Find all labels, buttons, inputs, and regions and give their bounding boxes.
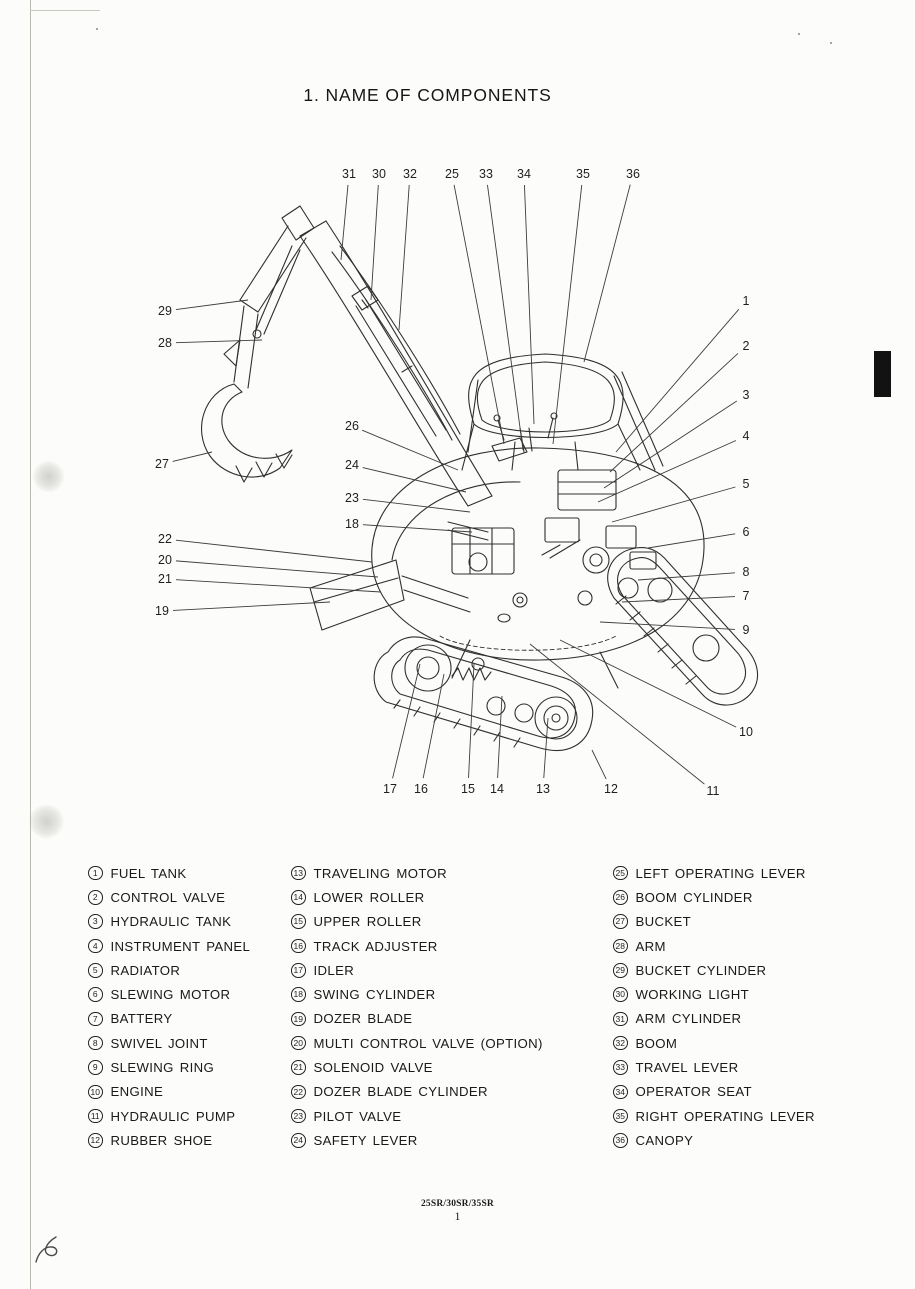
component-name: HYDRAULIC TANK bbox=[110, 914, 232, 930]
callout-leader-line bbox=[341, 185, 348, 260]
circled-number: 18 bbox=[291, 987, 306, 1002]
legend-item bbox=[291, 885, 613, 909]
component-name: LOWER ROLLER bbox=[313, 889, 425, 905]
callout-number: 11 bbox=[706, 784, 720, 798]
legend-item bbox=[291, 1128, 613, 1152]
component-name: INSTRUMENT PANEL bbox=[110, 938, 251, 954]
callout-leader-line bbox=[584, 185, 630, 362]
component-name: OPERATOR SEAT bbox=[635, 1084, 752, 1100]
component-name: ARM bbox=[635, 938, 666, 954]
circled-number: 7 bbox=[88, 1012, 103, 1027]
callout-leader-line bbox=[604, 401, 737, 488]
component-name: HYDRAULIC PUMP bbox=[110, 1108, 236, 1124]
circled-number: 1 bbox=[88, 866, 103, 881]
legend-column-2 bbox=[291, 861, 613, 1153]
handwritten-mark bbox=[36, 1237, 57, 1262]
page-number: 1 bbox=[454, 1211, 461, 1223]
component-name: TRACK ADJUSTER bbox=[313, 938, 438, 954]
circled-number: 11 bbox=[88, 1109, 103, 1124]
circled-number: 28 bbox=[613, 939, 628, 954]
circled-number: 30 bbox=[613, 987, 628, 1002]
circled-number: 27 bbox=[613, 914, 628, 929]
callout-leader-line bbox=[173, 602, 330, 610]
callout-leader-line bbox=[363, 468, 466, 492]
callout-number: 23 bbox=[345, 491, 359, 505]
callout-number: 2 bbox=[742, 339, 750, 353]
component-name: CONTROL VALVE bbox=[110, 889, 226, 905]
callout-number: 30 bbox=[372, 167, 386, 181]
callout-number: 18 bbox=[345, 517, 359, 531]
legend-item bbox=[613, 861, 836, 885]
circled-number: 14 bbox=[291, 890, 306, 905]
component-name: BOOM bbox=[635, 1035, 678, 1051]
callout-number: 20 bbox=[158, 553, 172, 567]
callout-leader-line bbox=[176, 540, 372, 562]
component-name: ENGINE bbox=[110, 1084, 164, 1100]
callout-number: 4 bbox=[742, 429, 750, 443]
component-name: MULTI CONTROL VALVE (OPTION) bbox=[313, 1035, 543, 1051]
legend-item bbox=[88, 934, 291, 958]
circled-number: 22 bbox=[291, 1085, 306, 1100]
callout-numbers bbox=[155, 167, 753, 798]
circled-number: 3 bbox=[88, 914, 103, 929]
callout-leader-line bbox=[176, 300, 248, 310]
legend-column-3 bbox=[613, 861, 836, 1153]
callout-leader-line bbox=[176, 561, 378, 577]
callout-number: 24 bbox=[345, 458, 359, 472]
circled-number: 31 bbox=[613, 1012, 628, 1027]
legend-item bbox=[88, 1080, 291, 1104]
legend-item bbox=[613, 910, 836, 934]
legend-item bbox=[613, 958, 836, 982]
component-name: PILOT VALVE bbox=[313, 1108, 402, 1124]
circled-number: 33 bbox=[613, 1060, 628, 1075]
callout-leader-line bbox=[524, 185, 534, 424]
callout-leader-line bbox=[553, 185, 582, 444]
model-code: 25SR/30SR/35SR bbox=[420, 1199, 494, 1209]
legend-item bbox=[291, 958, 613, 982]
legend-item bbox=[613, 934, 836, 958]
callout-leader-line bbox=[399, 185, 409, 330]
circled-number: 29 bbox=[613, 963, 628, 978]
component-name: BUCKET CYLINDER bbox=[635, 962, 767, 978]
component-name: BATTERY bbox=[110, 1011, 173, 1027]
circled-number: 8 bbox=[88, 1036, 103, 1051]
legend-item bbox=[613, 1080, 836, 1104]
callout-number: 10 bbox=[739, 725, 753, 739]
callout-number: 14 bbox=[490, 782, 504, 796]
callout-number: 31 bbox=[342, 167, 356, 181]
callout-number: 16 bbox=[414, 782, 428, 796]
callout-number: 32 bbox=[403, 167, 417, 181]
circled-number: 34 bbox=[613, 1085, 628, 1100]
component-name: DOZER BLADE bbox=[313, 1011, 413, 1027]
callout-leader-line bbox=[592, 750, 606, 779]
callout-leader-line bbox=[393, 664, 420, 778]
circled-number: 16 bbox=[291, 939, 306, 954]
circled-number: 23 bbox=[291, 1109, 306, 1124]
excavator-illustration bbox=[202, 206, 758, 750]
legend-item bbox=[613, 1055, 836, 1079]
component-name: SWIVEL JOINT bbox=[110, 1035, 208, 1051]
callout-leader-line bbox=[544, 718, 548, 778]
legend-item bbox=[88, 982, 291, 1006]
circled-number: 6 bbox=[88, 987, 103, 1002]
component-name: RIGHT OPERATING LEVER bbox=[635, 1108, 815, 1124]
callout-leader-line bbox=[176, 340, 262, 343]
circled-number: 35 bbox=[613, 1109, 628, 1124]
callout-leader-line bbox=[600, 622, 735, 629]
callout-leader-line bbox=[176, 580, 381, 592]
component-name: SAFETY LEVER bbox=[313, 1132, 418, 1148]
callout-leader-line bbox=[423, 674, 444, 778]
circled-number: 24 bbox=[291, 1133, 306, 1148]
legend-item bbox=[613, 1031, 836, 1055]
callout-leader-line bbox=[612, 487, 735, 522]
callout-number: 7 bbox=[742, 589, 750, 603]
callout-number: 12 bbox=[604, 782, 618, 796]
component-name: RUBBER SHOE bbox=[110, 1132, 213, 1148]
legend-item bbox=[613, 1007, 836, 1031]
component-name: RADIATOR bbox=[110, 962, 181, 978]
component-name: SLEWING MOTOR bbox=[110, 987, 231, 1003]
circled-number: 25 bbox=[613, 866, 628, 881]
component-name: LEFT OPERATING LEVER bbox=[635, 865, 806, 881]
callout-number: 17 bbox=[383, 782, 397, 796]
callout-number: 28 bbox=[158, 336, 172, 350]
callout-leader-line bbox=[363, 499, 470, 512]
legend-item bbox=[291, 982, 613, 1006]
callout-number: 1 bbox=[742, 294, 750, 308]
callout-leader-line bbox=[648, 534, 735, 548]
component-name: TRAVELING MOTOR bbox=[313, 865, 448, 881]
circled-number: 2 bbox=[88, 890, 103, 905]
component-name: IDLER bbox=[313, 962, 355, 978]
legend-item bbox=[88, 1031, 291, 1055]
legend-item bbox=[88, 1128, 291, 1152]
callout-number: 6 bbox=[742, 525, 750, 539]
circled-number: 20 bbox=[291, 1036, 306, 1051]
callout-number: 19 bbox=[155, 604, 169, 618]
callout-number: 27 bbox=[155, 457, 169, 471]
legend-item bbox=[291, 1007, 613, 1031]
callout-number: 26 bbox=[345, 419, 359, 433]
callout-number: 9 bbox=[742, 623, 750, 637]
component-name: UPPER ROLLER bbox=[313, 914, 422, 930]
callout-number: 29 bbox=[158, 304, 172, 318]
callout-leader-line bbox=[454, 185, 504, 444]
legend-item bbox=[291, 910, 613, 934]
callout-number: 8 bbox=[742, 565, 750, 579]
legend-item bbox=[88, 1055, 291, 1079]
legend-column-1 bbox=[88, 861, 291, 1153]
circled-number: 17 bbox=[291, 963, 306, 978]
callout-leader-line bbox=[469, 664, 474, 778]
component-name: SOLENOID VALVE bbox=[313, 1060, 433, 1076]
callout-leader-line bbox=[362, 430, 458, 470]
component-name: DOZER BLADE CYLINDER bbox=[313, 1084, 488, 1100]
callout-number: 34 bbox=[517, 167, 531, 181]
legend-item bbox=[291, 861, 613, 885]
legend-item bbox=[88, 910, 291, 934]
legend-item bbox=[291, 1080, 613, 1104]
legend-item bbox=[613, 1104, 836, 1128]
callout-number: 15 bbox=[461, 782, 475, 796]
legend-item bbox=[613, 1128, 836, 1152]
circled-number: 13 bbox=[291, 866, 306, 881]
circled-number: 12 bbox=[88, 1133, 103, 1148]
component-legend bbox=[88, 861, 836, 1153]
component-name: SWING CYLINDER bbox=[313, 987, 436, 1003]
circled-number: 26 bbox=[613, 890, 628, 905]
callout-number: 35 bbox=[576, 167, 590, 181]
legend-item bbox=[291, 1031, 613, 1055]
component-name: BOOM CYLINDER bbox=[635, 889, 753, 905]
callout-leader-line bbox=[616, 309, 739, 452]
legend-item bbox=[88, 958, 291, 982]
legend-item bbox=[613, 885, 836, 909]
legend-item bbox=[88, 1104, 291, 1128]
legend-item bbox=[88, 861, 291, 885]
callout-leader-line bbox=[487, 185, 523, 450]
callout-number: 21 bbox=[158, 572, 172, 586]
callout-leader-line bbox=[560, 640, 736, 727]
component-name: TRAVEL LEVER bbox=[635, 1060, 739, 1076]
legend-item bbox=[291, 1104, 613, 1128]
circled-number: 5 bbox=[88, 963, 103, 978]
legend-item bbox=[88, 1007, 291, 1031]
callout-leader-line bbox=[371, 185, 378, 300]
circled-number: 4 bbox=[88, 939, 103, 954]
component-name: ARM CYLINDER bbox=[635, 1011, 742, 1027]
component-name: SLEWING RING bbox=[110, 1060, 215, 1076]
component-name: CANOPY bbox=[635, 1132, 694, 1148]
circled-number: 21 bbox=[291, 1060, 306, 1075]
callout-number: 5 bbox=[742, 477, 750, 491]
legend-item bbox=[291, 1055, 613, 1079]
callout-number: 33 bbox=[479, 167, 493, 181]
component-name: WORKING LIGHT bbox=[635, 987, 750, 1003]
legend-item bbox=[291, 934, 613, 958]
circled-number: 15 bbox=[291, 914, 306, 929]
callout-number: 22 bbox=[158, 532, 172, 546]
circled-number: 19 bbox=[291, 1012, 306, 1027]
circled-number: 32 bbox=[613, 1036, 628, 1051]
circled-number: 10 bbox=[88, 1085, 103, 1100]
callout-number: 25 bbox=[445, 167, 459, 181]
component-name: BUCKET bbox=[635, 914, 692, 930]
circled-number: 9 bbox=[88, 1060, 103, 1075]
callout-leader-line bbox=[622, 597, 735, 602]
legend-item bbox=[88, 885, 291, 909]
callout-number: 36 bbox=[626, 167, 640, 181]
legend-item bbox=[613, 982, 836, 1006]
callout-leader-line bbox=[173, 452, 212, 461]
page-title: 1. NAME OF COMPONENTS bbox=[303, 85, 552, 105]
callout-number: 3 bbox=[742, 388, 750, 402]
circled-number: 36 bbox=[613, 1133, 628, 1148]
component-name: FUEL TANK bbox=[110, 865, 187, 881]
callout-leader-lines bbox=[173, 185, 739, 784]
callout-number: 13 bbox=[536, 782, 550, 796]
callout-leader-line bbox=[638, 573, 735, 580]
